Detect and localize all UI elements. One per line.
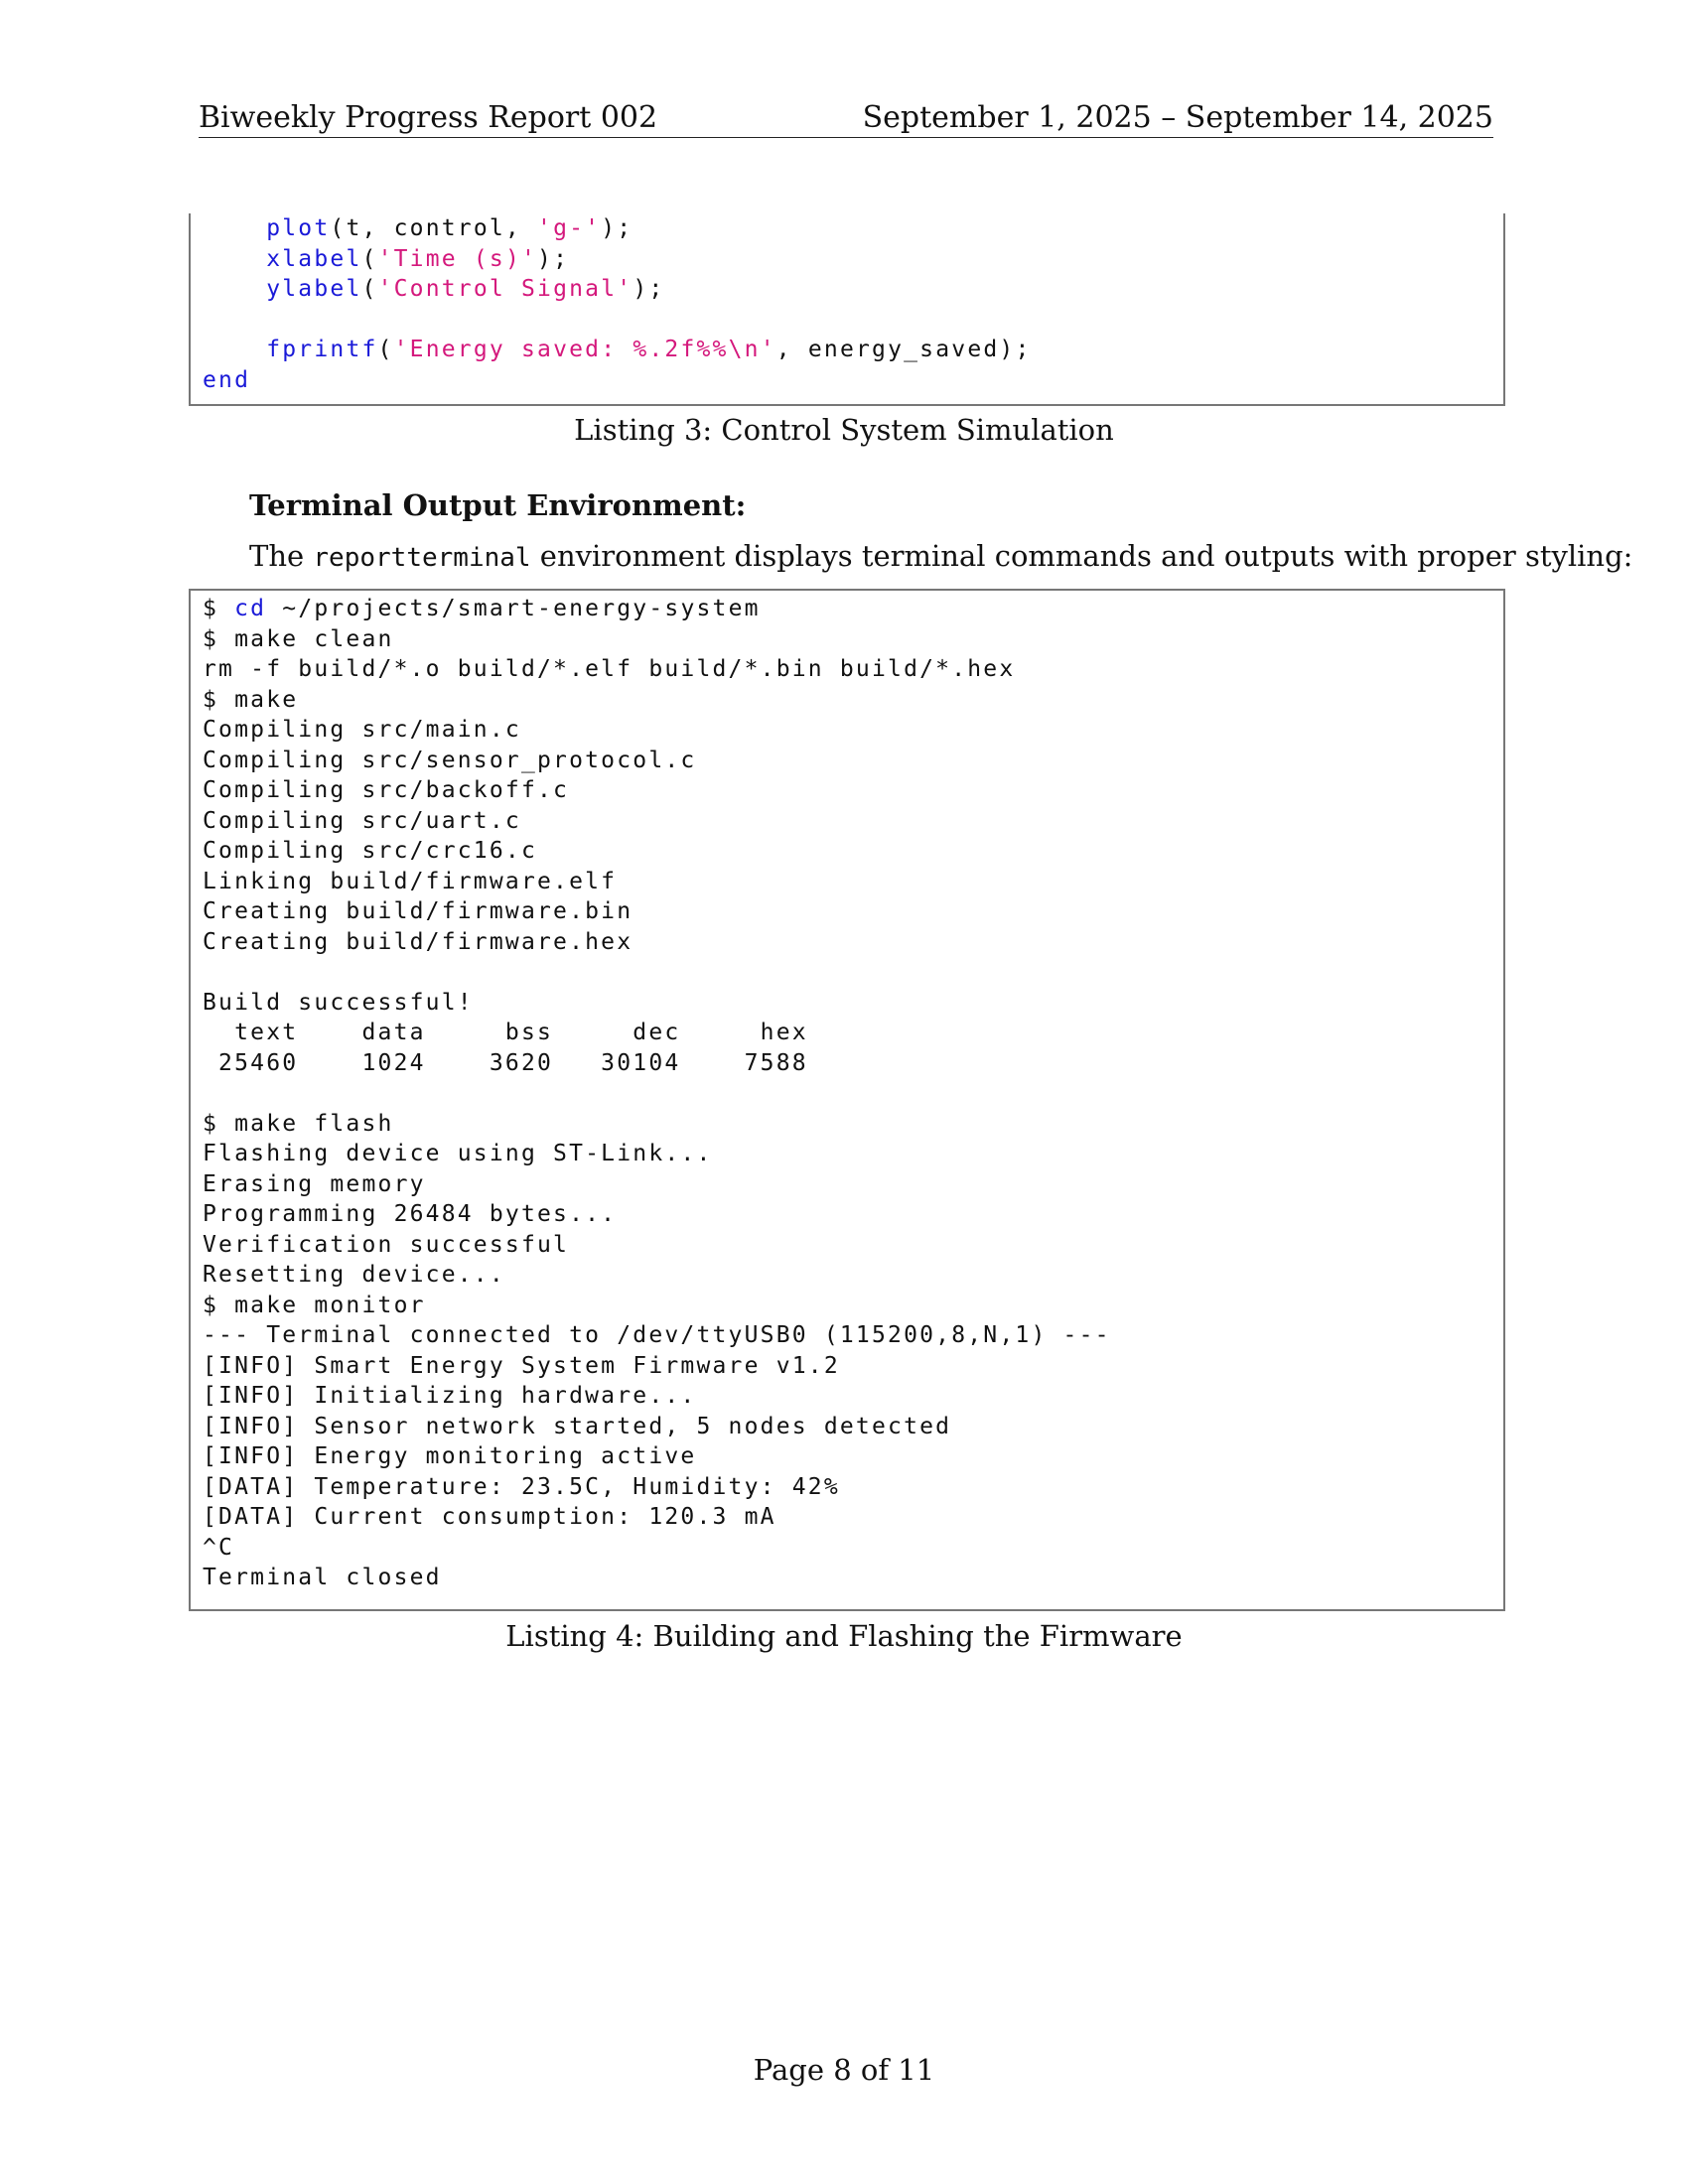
code-text: ^C (203, 1534, 235, 1561)
listing-4-caption: Listing 4: Building and Flashing the Firmware (505, 1619, 1183, 1653)
code-text: Compiling src/sensor_protocol.c (203, 747, 697, 773)
code-line (203, 365, 1503, 396)
code-line (203, 1139, 1503, 1169)
code-line (203, 654, 1503, 685)
code-text: ); (601, 215, 633, 241)
code-text: ( (361, 245, 378, 272)
code-text: [INFO] Initializing hardware... (203, 1383, 697, 1409)
code-line (203, 1169, 1503, 1200)
section-paragraph (249, 539, 1632, 573)
code-text: Verification successful (203, 1231, 570, 1258)
code-text: , energy_saved); (775, 337, 1032, 362)
section-heading: Terminal Output Environment: (249, 488, 747, 522)
code-line (203, 806, 1503, 837)
paragraph-text-before: The (249, 539, 314, 573)
code-text: Erasing memory (203, 1170, 426, 1197)
code-line (203, 1078, 1503, 1109)
code-text: [INFO] Sensor network started, 5 nodes detected (203, 1413, 952, 1439)
code-text: --- Terminal connected to /dev/ttyUSB0 (115200,8,N,1) --- (203, 1322, 1111, 1348)
code-line (203, 624, 1503, 655)
report-title: Biweekly Progress Report 002 (199, 100, 658, 135)
code-line (203, 867, 1503, 897)
code-text: [DATA] Temperature: 23.5C, Humidity: 42% (203, 1473, 840, 1500)
code-keyword: cd (234, 596, 267, 621)
code-keyword: plot (266, 215, 331, 241)
code-line (203, 988, 1503, 1019)
code-line (203, 957, 1503, 988)
code-line (203, 1199, 1503, 1230)
code-text: text data bss dec hex (203, 1020, 808, 1045)
code-line (203, 1320, 1503, 1351)
code-keyword: xlabel (266, 245, 362, 272)
report-date-range: September 1, 2025 – September 14, 2025 (862, 100, 1493, 135)
code-line (203, 1441, 1503, 1472)
code-line (203, 1563, 1503, 1593)
code-line (203, 213, 1503, 244)
code-string: 'Time (s)' (377, 245, 538, 272)
code-text: $ (203, 596, 235, 621)
code-keyword: end (203, 366, 251, 393)
code-line (203, 244, 1503, 275)
code-string: 'Control Signal' (377, 276, 633, 302)
code-keyword: fprintf (266, 337, 378, 362)
code-line (203, 746, 1503, 776)
code-line (203, 896, 1503, 927)
code-text: Programming 26484 bytes... (203, 1201, 618, 1227)
code-line (203, 1502, 1503, 1533)
code-text: [INFO] Smart Energy System Firmware v1.2 (203, 1352, 840, 1379)
code-line (203, 1048, 1503, 1079)
code-line (203, 685, 1503, 716)
code-text: ); (537, 245, 570, 272)
code-text (203, 337, 266, 362)
code-text: Compiling src/uart.c (203, 807, 521, 834)
page-number: Page 8 of 11 (753, 2053, 935, 2087)
page-header (199, 95, 1493, 138)
code-line (203, 927, 1503, 958)
code-text: $ make flash (203, 1110, 394, 1137)
code-line (203, 1260, 1503, 1291)
paragraph-text-after: environment displays terminal commands and outputs with proper styling: (530, 539, 1633, 573)
code-line (203, 1533, 1503, 1564)
code-line (203, 1230, 1503, 1261)
code-line (203, 775, 1503, 806)
code-line (203, 594, 1503, 624)
code-text (203, 215, 266, 241)
code-text: 25460 1024 3620 30104 7588 (203, 1049, 808, 1076)
code-line (203, 836, 1503, 867)
terminal-listing-4 (189, 589, 1505, 1611)
code-line (203, 335, 1503, 365)
code-text: Terminal closed (203, 1565, 442, 1590)
code-text: ); (633, 276, 665, 302)
code-listing-3 (189, 213, 1505, 406)
code-text: $ make clean (203, 625, 394, 652)
code-line (203, 1109, 1503, 1140)
code-text: ( (377, 337, 394, 362)
code-text: Compiling src/crc16.c (203, 838, 537, 864)
code-text (203, 276, 266, 302)
code-line (203, 1291, 1503, 1321)
code-line (203, 305, 1503, 336)
code-text: ~/projects/smart-energy-system (266, 596, 761, 621)
code-text (203, 246, 266, 272)
code-line (203, 1381, 1503, 1412)
code-text: $ make monitor (203, 1292, 426, 1318)
code-keyword: ylabel (266, 276, 362, 302)
code-text: Creating build/firmware.bin (203, 898, 633, 924)
code-text: (t, control, (330, 215, 538, 241)
code-text: Creating build/firmware.hex (203, 928, 633, 955)
code-text: [DATA] Current consumption: 120.3 mA (203, 1504, 776, 1530)
code-text: Flashing device using ST-Link... (203, 1141, 713, 1166)
code-line (203, 1351, 1503, 1382)
inline-code: reportterminal (313, 543, 531, 573)
code-string: 'g-' (537, 215, 602, 241)
code-text: ( (361, 276, 378, 302)
code-text: Linking build/firmware.elf (203, 868, 618, 894)
code-text: [INFO] Energy monitoring active (203, 1443, 697, 1469)
code-line (203, 1018, 1503, 1048)
code-text: Build successful! (203, 989, 474, 1016)
listing-3-caption: Listing 3: Control System Simulation (574, 413, 1114, 447)
code-text: Resetting device... (203, 1262, 505, 1288)
code-text: $ make (203, 686, 299, 713)
code-line (203, 1472, 1503, 1503)
code-text: rm -f build/*.o build/*.elf build/*.bin build/*.hex (203, 656, 1016, 682)
code-line (203, 1412, 1503, 1442)
code-line (203, 274, 1503, 305)
code-text: Compiling src/main.c (203, 717, 521, 743)
code-text: Compiling src/backoff.c (203, 777, 570, 803)
code-line (203, 715, 1503, 746)
code-string: 'Energy saved: %.2f%%\n' (393, 337, 776, 362)
